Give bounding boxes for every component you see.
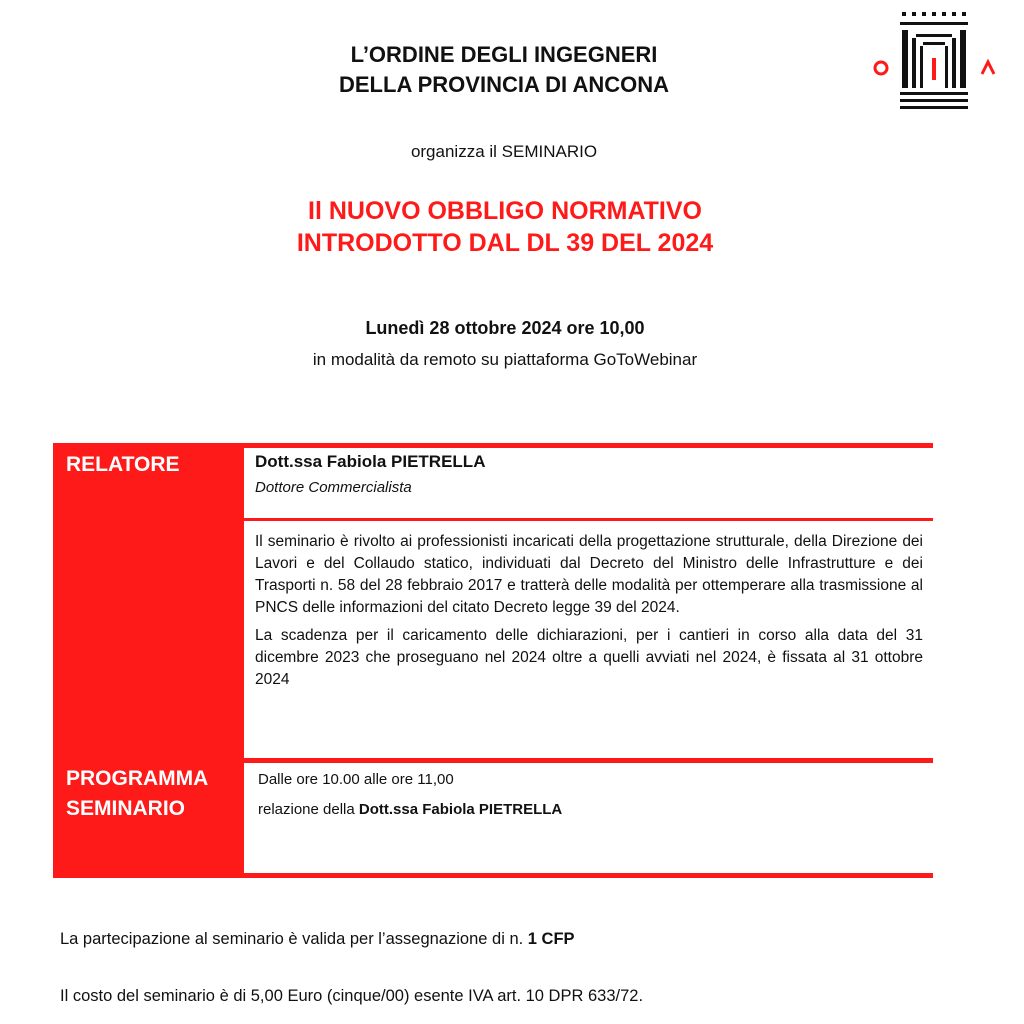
divider-speaker — [243, 518, 933, 521]
building-columns-icon — [866, 8, 1002, 116]
cfp-note — [60, 930, 575, 949]
speaker-name: Dott.ssa Fabiola PIETRELLA — [255, 452, 486, 471]
program-time: Dalle ore 10.00 alle ore 11,00 — [258, 771, 454, 788]
programma-label — [66, 764, 241, 824]
speaker-role: Dottore Commercialista — [255, 479, 412, 496]
cost-note: Il costo del seminario è di 5,00 Euro (cinque/00) esente IVA art. 10 DPR 633/72. — [60, 987, 644, 1005]
divider-bottom — [53, 873, 933, 878]
divider-top — [53, 443, 933, 448]
event-mode: in modalità da remoto su piattaforma GoToWebinar — [312, 350, 698, 369]
seminar-title — [180, 195, 830, 259]
program-talk — [258, 801, 562, 818]
description-paragraph-2: La scadenza per il caricamento delle dichiarazioni, per i cantieri in corso alla data del 31 dicembre 2023 che proseguano nel 2024 oltre a quelli avviati nel 2024, è fissata al 31 ottobre 2024 — [255, 627, 923, 688]
relatore-label: RELATORE — [66, 453, 180, 476]
divider-program — [53, 758, 933, 763]
programma-label-line-1: PROGRAMMA — [66, 767, 209, 790]
program-talk-prefix: relazione della — [258, 801, 359, 818]
programma-label-line-2: SEMINARIO — [66, 797, 186, 820]
logo-letter-a — [982, 62, 994, 74]
event-date: Lunedì 28 ottobre 2024 ore 10,00 — [365, 318, 645, 338]
organization-title — [250, 40, 758, 100]
cfp-value: 1 CFP — [527, 930, 575, 948]
logo-letter-i — [932, 58, 936, 80]
seminar-title-line-1: Il NUOVO OBBLIGO NORMATIVO — [308, 197, 702, 225]
intro-text: organizza il SEMINARIO — [410, 142, 598, 161]
logo-letter-o — [875, 62, 887, 74]
cfp-text: La partecipazione al seminario è valida per l’assegnazione di n. — [60, 930, 528, 948]
description-paragraph-1: Il seminario è rivolto ai professionisti incaricati della progettazione strutturale, della Direzione dei Lavori e del Collaudo statico, individuati dal Decreto del Ministro delle Infrastrutture e dei Trasporti n. 58 del 28 febbraio 2017 e tratterà delle modalità per ottemperare alla trasmissione al PNCS delle informazioni del citato Decreto legge 39 del 2024. — [255, 533, 923, 616]
oia-logo — [866, 8, 1002, 116]
program-talk-speaker: Dott.ssa Fabiola PIETRELLA — [358, 801, 563, 818]
organization-line-2: DELLA PROVINCIA DI ANCONA — [339, 72, 669, 97]
organization-line-1: L’ORDINE DEGLI INGEGNERI — [350, 42, 658, 67]
seminar-title-line-2: INTRODOTTO DAL DL 39 DEL 2024 — [296, 229, 714, 257]
seminar-description — [255, 531, 923, 697]
